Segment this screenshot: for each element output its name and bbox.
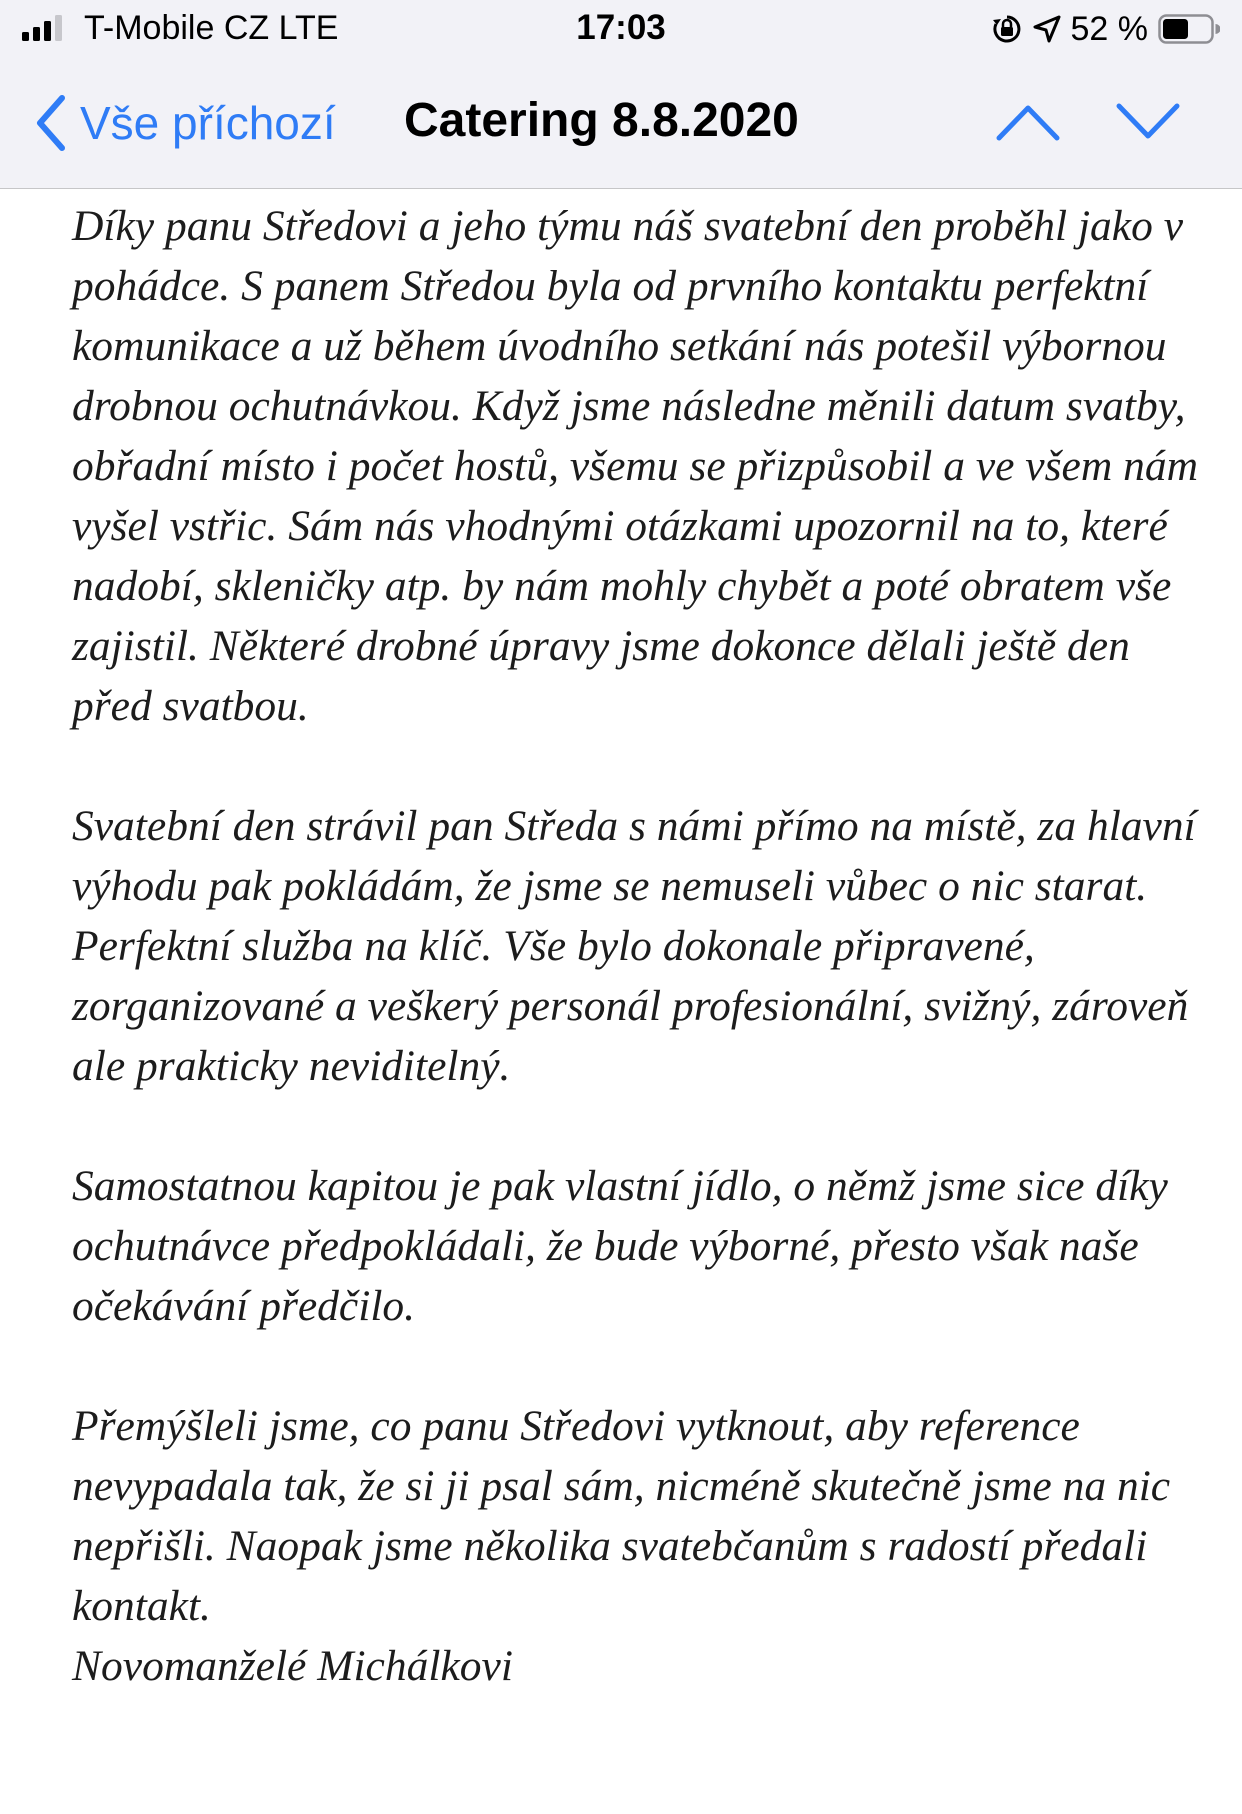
message-paragraph: Přemýšleli jsme, co panu Středovi vytknout, aby reference nevypadala tak, že si ji psal sám, nicméně skutečně jsme na nic nepřišli. Naopak jsme několika svatebčanům s radostí předali kontakt. bbox=[72, 1402, 1171, 1630]
message-subject: Catering 8.8.2020 bbox=[404, 94, 799, 147]
location-arrow-icon bbox=[1033, 15, 1061, 43]
message-paragraph: Svatební den strávil pan Středa s námi přímo na místě, za hlavní výhodu pak pokládám, že jsme se nemuseli vůbec o nic starat. Perfektní služba na klíč. Vše bylo dokonale připravené, zorganizované a veškerý personál profesionální, svižný, zároveň ale prakticky neviditelný. bbox=[72, 802, 1196, 1090]
message-body bbox=[72, 196, 1212, 1696]
nav-bar bbox=[0, 58, 1242, 189]
paragraph-spacer bbox=[72, 1336, 1212, 1396]
status-right-group bbox=[991, 10, 1221, 48]
chevron-up-icon[interactable] bbox=[993, 96, 1063, 148]
chevron-left-icon bbox=[34, 93, 68, 153]
status-bar bbox=[0, 0, 1242, 58]
paragraph-spacer bbox=[72, 736, 1212, 796]
battery-percent: 52 % bbox=[1070, 10, 1148, 48]
paragraph-spacer bbox=[72, 1096, 1212, 1156]
message-paragraph: Samostatnou kapitou je pak vlastní jídlo, o němž jsme sice díky ochutnávce předpokládali, že bude výborné, přesto však naše očekávání předčilo. bbox=[72, 1162, 1168, 1330]
message-paragraph: Díky panu Středovi a jeho týmu náš svatební den proběhl jako v pohádce. S panem Středou byla od prvního kontaktu perfektní komunikace a už během úvodního setkání nás potešil výbornou drobnou ochutnávkou. Když jsme následne měnili datum svatby, obřadní místo i počet hostů, všemu se přizpůsobil a ve všem nám vyšel vstřic. Sám nás vhodnými otázkami upozornil na to, které nadobí, skleničky atp. by nám mohly chybět a poté obratem vše zajistil. Některé drobné úpravy jsme dokonce dělali ještě den před svatbou. bbox=[72, 202, 1199, 730]
chevron-down-icon[interactable] bbox=[1113, 96, 1183, 148]
status-time: 17:03 bbox=[576, 8, 666, 47]
battery-icon bbox=[1158, 14, 1220, 44]
orientation-lock-icon bbox=[991, 13, 1023, 45]
carrier-label: T-Mobile CZ LTE bbox=[84, 9, 339, 47]
back-button-label: Vše příchozí bbox=[80, 97, 336, 149]
message-signature: Novomanželé Michálkovi bbox=[72, 1642, 513, 1690]
back-button[interactable] bbox=[34, 90, 336, 156]
